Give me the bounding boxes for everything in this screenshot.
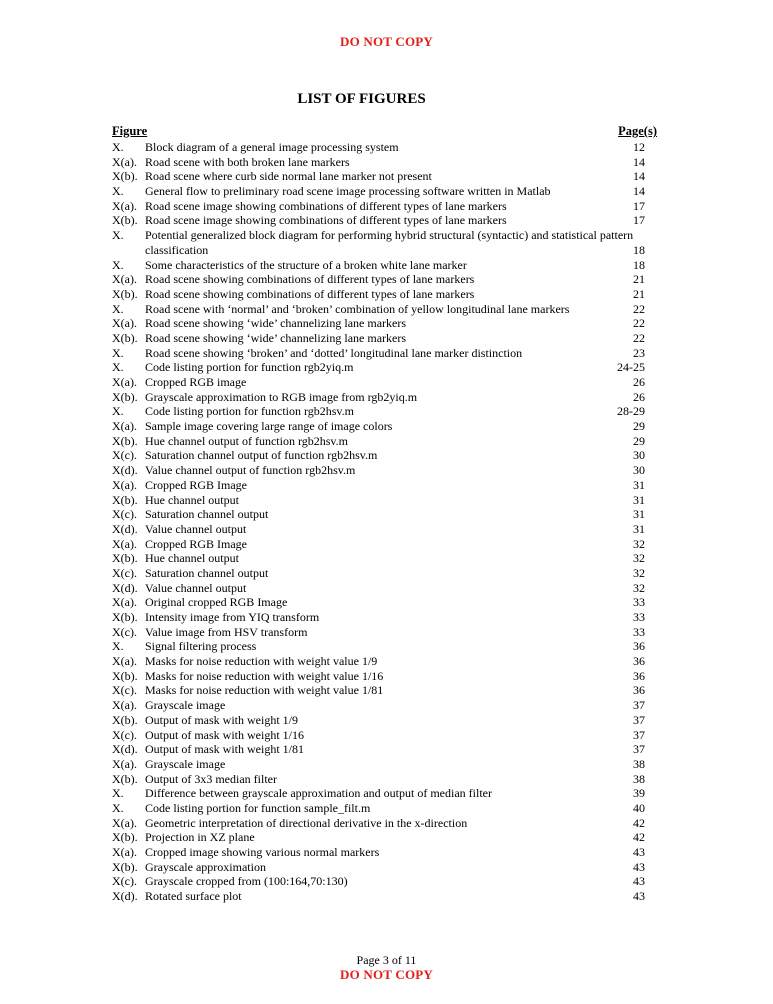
list-item xyxy=(112,654,645,669)
figure-caption: Road scene showing combinations of different types of lane markers xyxy=(145,286,475,301)
figure-number: X(b). xyxy=(112,492,138,507)
page-number: 32 xyxy=(633,536,645,551)
page-number: 26 xyxy=(633,375,645,390)
list-item xyxy=(112,346,645,361)
figure-number: X. xyxy=(112,404,124,419)
page-number: 36 xyxy=(633,639,645,654)
page-number: 29 xyxy=(633,419,645,434)
list-item xyxy=(112,140,645,155)
page-number: 32 xyxy=(633,565,645,580)
page-number: 43 xyxy=(633,859,645,874)
list-item xyxy=(112,360,645,375)
figure-caption: Masks for noise reduction with weight value 1/81 xyxy=(145,683,384,698)
figure-number: X(c). xyxy=(112,565,137,580)
list-item xyxy=(112,522,645,537)
figure-caption: Difference between grayscale approximation and output of median filter xyxy=(145,786,492,801)
figure-caption: Projection in XZ plane xyxy=(145,830,255,845)
figure-number: X(a). xyxy=(112,272,137,287)
page-number: 37 xyxy=(633,712,645,727)
page-number: 43 xyxy=(633,889,645,904)
page-title: LIST OF FIGURES xyxy=(297,91,426,107)
list-item xyxy=(112,537,645,552)
figure-number: X(a). xyxy=(112,154,137,169)
page-number: 31 xyxy=(633,507,645,522)
list-item xyxy=(112,669,645,684)
figure-caption: Grayscale image xyxy=(145,756,226,771)
list-item xyxy=(112,845,645,860)
list-item xyxy=(112,419,645,434)
page-number: 31 xyxy=(633,521,645,536)
figure-caption: Road scene showing ‘wide’ channelizing lane markers xyxy=(145,330,407,345)
figure-caption: Grayscale approximation xyxy=(145,859,266,874)
figure-caption: Value image from HSV transform xyxy=(145,624,308,639)
figure-number: X(a). xyxy=(112,375,137,390)
figure-number: X(a). xyxy=(112,536,137,551)
list-item xyxy=(112,830,645,845)
page-number: 17 xyxy=(633,213,645,228)
figure-caption: Sample image covering large range of image colors xyxy=(145,419,393,434)
figure-caption: Saturation channel output xyxy=(145,507,269,522)
figure-caption: Block diagram of a general image processing system xyxy=(145,140,399,154)
figure-caption: General flow to preliminary road scene image processing software written in Matlab xyxy=(145,184,551,199)
figure-caption: Masks for noise reduction with weight value 1/16 xyxy=(145,668,384,683)
figure-caption: Signal filtering process xyxy=(145,639,257,654)
figure-number: X(a). xyxy=(112,316,137,331)
figure-caption: Road scene showing ‘broken’ and ‘dotted’ longitudinal lane marker distinction xyxy=(145,345,523,360)
list-item xyxy=(112,478,645,493)
figure-caption: Intensity image from YIQ transform xyxy=(145,610,320,625)
list-item xyxy=(112,889,645,904)
page-number: 43 xyxy=(633,845,645,860)
page-number: 21 xyxy=(633,286,645,301)
list-item xyxy=(112,874,645,889)
figure-caption: Value channel output xyxy=(145,521,247,536)
figure-caption: Geometric interpretation of directional derivative in the x-direction xyxy=(145,815,468,830)
list-item xyxy=(112,595,645,610)
figure-caption: Code listing portion for function rgb2yiq.m xyxy=(145,360,354,375)
figure-number: X(c). xyxy=(112,683,137,698)
figure-number: X(a). xyxy=(112,756,137,771)
page-number: 14 xyxy=(633,184,645,199)
figure-number: X(a). xyxy=(112,698,137,713)
figure-caption: Value channel output of function rgb2hsv.m xyxy=(145,463,356,478)
figure-caption: Output of mask with weight 1/9 xyxy=(145,712,298,727)
list-item xyxy=(112,228,645,257)
page-number: 40 xyxy=(633,800,645,815)
figure-number: X(a). xyxy=(112,845,137,860)
page-number: 22 xyxy=(633,330,645,345)
figure-caption: Road scene showing ‘wide’ channelizing lane markers xyxy=(145,316,407,331)
page-number: 26 xyxy=(633,389,645,404)
figure-number: X(c). xyxy=(112,727,137,742)
figure-caption: Code listing portion for function sample_filt.m xyxy=(145,800,371,815)
list-item xyxy=(112,155,645,170)
figure-list xyxy=(112,140,645,904)
figure-number: X(b). xyxy=(112,771,138,786)
page-number: 42 xyxy=(633,815,645,830)
figure-number: X(c). xyxy=(112,507,137,522)
page-number: 31 xyxy=(633,477,645,492)
figure-number: X. xyxy=(112,345,124,360)
figure-number: X(b). xyxy=(112,830,138,845)
figure-caption: Rotated surface plot xyxy=(145,889,242,904)
figure-number: X(b). xyxy=(112,169,138,184)
list-item xyxy=(112,566,645,581)
figure-number: X(b). xyxy=(112,859,138,874)
list-item xyxy=(112,816,645,831)
page-number: 18 xyxy=(633,242,645,257)
figure-number: X(b). xyxy=(112,610,138,625)
figure-number: X(a). xyxy=(112,815,137,830)
list-item xyxy=(112,639,645,654)
page-number: 32 xyxy=(633,551,645,566)
figure-number: X. xyxy=(112,360,124,375)
list-item xyxy=(112,463,645,478)
list-item xyxy=(112,331,645,346)
figure-caption: Code listing portion for function rgb2hsv.m xyxy=(145,404,354,419)
page-number: 37 xyxy=(633,727,645,742)
figure-caption: Road scene with both broken lane markers xyxy=(145,154,350,169)
page-number: 39 xyxy=(633,786,645,801)
figure-caption: Output of 3x3 median filter xyxy=(145,771,277,786)
figure-caption: Cropped RGB image xyxy=(145,375,247,390)
figure-caption: Original cropped RGB Image xyxy=(145,595,288,610)
page-number: 28-29 xyxy=(617,404,645,419)
figure-caption: Cropped image showing various normal markers xyxy=(145,845,380,860)
figure-caption: Saturation channel output of function rgb2hsv.m xyxy=(145,448,378,463)
list-header xyxy=(112,124,657,139)
figure-caption: Value channel output xyxy=(145,580,247,595)
figure-caption: Road scene with ‘normal’ and ‘broken’ combination of yellow longitudinal lane markers xyxy=(145,301,570,316)
list-item xyxy=(112,625,645,640)
figure-number: X. xyxy=(112,301,124,316)
page-number: 23 xyxy=(633,345,645,360)
page-number: 33 xyxy=(633,595,645,610)
page-number: 29 xyxy=(633,433,645,448)
list-item xyxy=(112,169,645,184)
page-number: 14 xyxy=(633,154,645,169)
page-number: 36 xyxy=(633,683,645,698)
figure-caption: Saturation channel output xyxy=(145,565,269,580)
figure-number: X(c). xyxy=(112,448,137,463)
figure-number: X(d). xyxy=(112,521,138,536)
page-number: 12 xyxy=(633,140,645,154)
figure-caption: Hue channel output xyxy=(145,492,239,507)
figure-number: X. xyxy=(112,800,124,815)
figure-number: X(d). xyxy=(112,742,138,757)
figure-caption: Output of mask with weight 1/16 xyxy=(145,727,304,742)
figure-caption: Hue channel output xyxy=(145,551,239,566)
page-number: 33 xyxy=(633,624,645,639)
page-number: 22 xyxy=(633,316,645,331)
page-number: 32 xyxy=(633,580,645,595)
figure-caption: Grayscale cropped from (100:164,70:130) xyxy=(145,874,348,889)
page-number: 17 xyxy=(633,198,645,213)
page-number: 33 xyxy=(633,610,645,625)
list-item xyxy=(112,683,645,698)
figure-caption: Cropped RGB Image xyxy=(145,477,247,492)
list-item xyxy=(112,493,645,508)
list-item xyxy=(112,610,645,625)
list-item xyxy=(112,786,645,801)
figure-number: X(d). xyxy=(112,580,138,595)
figure-number: X(b). xyxy=(112,286,138,301)
figure-number: X(b). xyxy=(112,712,138,727)
page-number: 38 xyxy=(633,771,645,786)
figure-caption: Masks for noise reduction with weight value 1/9 xyxy=(145,654,378,669)
figure-number: X(a). xyxy=(112,477,137,492)
figure-number: X(b). xyxy=(112,551,138,566)
watermark-top: DO NOT COPY xyxy=(340,34,433,49)
figure-number: X(a). xyxy=(112,654,137,669)
figure-number: X(a). xyxy=(112,198,137,213)
figure-caption: Hue channel output of function rgb2hsv.m xyxy=(145,433,348,448)
figure-caption: Road scene showing combinations of different types of lane markers xyxy=(145,272,475,287)
page-number: 36 xyxy=(633,668,645,683)
list-item xyxy=(112,272,645,287)
figure-number: X. xyxy=(112,140,124,154)
figure-number: X(b). xyxy=(112,389,138,404)
page-number: 14 xyxy=(633,169,645,184)
list-item xyxy=(112,448,645,463)
figure-number: X(c). xyxy=(112,624,137,639)
figure-caption: Road scene where curb side normal lane marker not present xyxy=(145,169,432,184)
list-item xyxy=(112,801,645,816)
figure-number: X(d). xyxy=(112,463,138,478)
list-item xyxy=(112,728,645,743)
page-number: 21 xyxy=(633,272,645,287)
list-item xyxy=(112,551,645,566)
figure-number: X(b). xyxy=(112,433,138,448)
page-number: 43 xyxy=(633,874,645,889)
figure-caption: Potential generalized block diagram for performing hybrid structural (syntactic) and statistical pattern classification xyxy=(145,228,634,257)
figure-number: X(a). xyxy=(112,595,137,610)
list-item xyxy=(112,434,645,449)
list-item xyxy=(112,375,645,390)
page-number: 30 xyxy=(633,448,645,463)
list-item xyxy=(112,287,645,302)
figure-number: X. xyxy=(112,639,124,654)
figure-number: X(d). xyxy=(112,889,138,904)
figure-caption: Grayscale approximation to RGB image from rgb2yiq.m xyxy=(145,389,418,404)
pages-column-header: Page(s) xyxy=(618,124,657,138)
figure-column-header: Figure xyxy=(112,124,148,138)
list-item xyxy=(112,860,645,875)
list-item xyxy=(112,184,645,199)
page-footer: Page 3 of 11 xyxy=(356,953,417,967)
watermark-bottom: DO NOT COPY xyxy=(340,967,433,982)
figure-caption: Road scene image showing combinations of different types of lane markers xyxy=(145,213,507,228)
figure-number: X. xyxy=(112,184,124,199)
figure-number: X(c). xyxy=(112,874,137,889)
list-item xyxy=(112,713,645,728)
page-number: 30 xyxy=(633,463,645,478)
list-item xyxy=(112,213,645,228)
page-number: 31 xyxy=(633,492,645,507)
figure-number: X(b). xyxy=(112,330,138,345)
list-item xyxy=(112,772,645,787)
list-item xyxy=(112,316,645,331)
list-item xyxy=(112,258,645,273)
list-item xyxy=(112,742,645,757)
page-number: 18 xyxy=(633,257,645,272)
figure-number: X. xyxy=(112,257,124,272)
figure-number: X. xyxy=(112,786,124,801)
list-item xyxy=(112,302,645,317)
page-number: 22 xyxy=(633,301,645,316)
list-item xyxy=(112,757,645,772)
list-item xyxy=(112,698,645,713)
figure-caption: Grayscale image xyxy=(145,698,226,713)
page-number: 38 xyxy=(633,756,645,771)
figure-caption: Cropped RGB Image xyxy=(145,536,247,551)
figure-number: X(a). xyxy=(112,419,137,434)
list-item xyxy=(112,199,645,214)
figure-caption: Output of mask with weight 1/81 xyxy=(145,742,304,757)
page-number: 42 xyxy=(633,830,645,845)
page-number: 36 xyxy=(633,654,645,669)
figure-caption: Some characteristics of the structure of a broken white lane marker xyxy=(145,257,467,272)
figure-number: X(b). xyxy=(112,668,138,683)
figure-number: X(b). xyxy=(112,213,138,228)
page-number: 37 xyxy=(633,742,645,757)
list-item xyxy=(112,507,645,522)
figure-caption: Road scene image showing combinations of different types of lane markers xyxy=(145,198,507,213)
list-item xyxy=(112,390,645,405)
figure-number: X. xyxy=(112,228,124,243)
list-item xyxy=(112,404,645,419)
page-number: 37 xyxy=(633,698,645,713)
page-number: 24-25 xyxy=(617,360,645,375)
list-item xyxy=(112,581,645,596)
